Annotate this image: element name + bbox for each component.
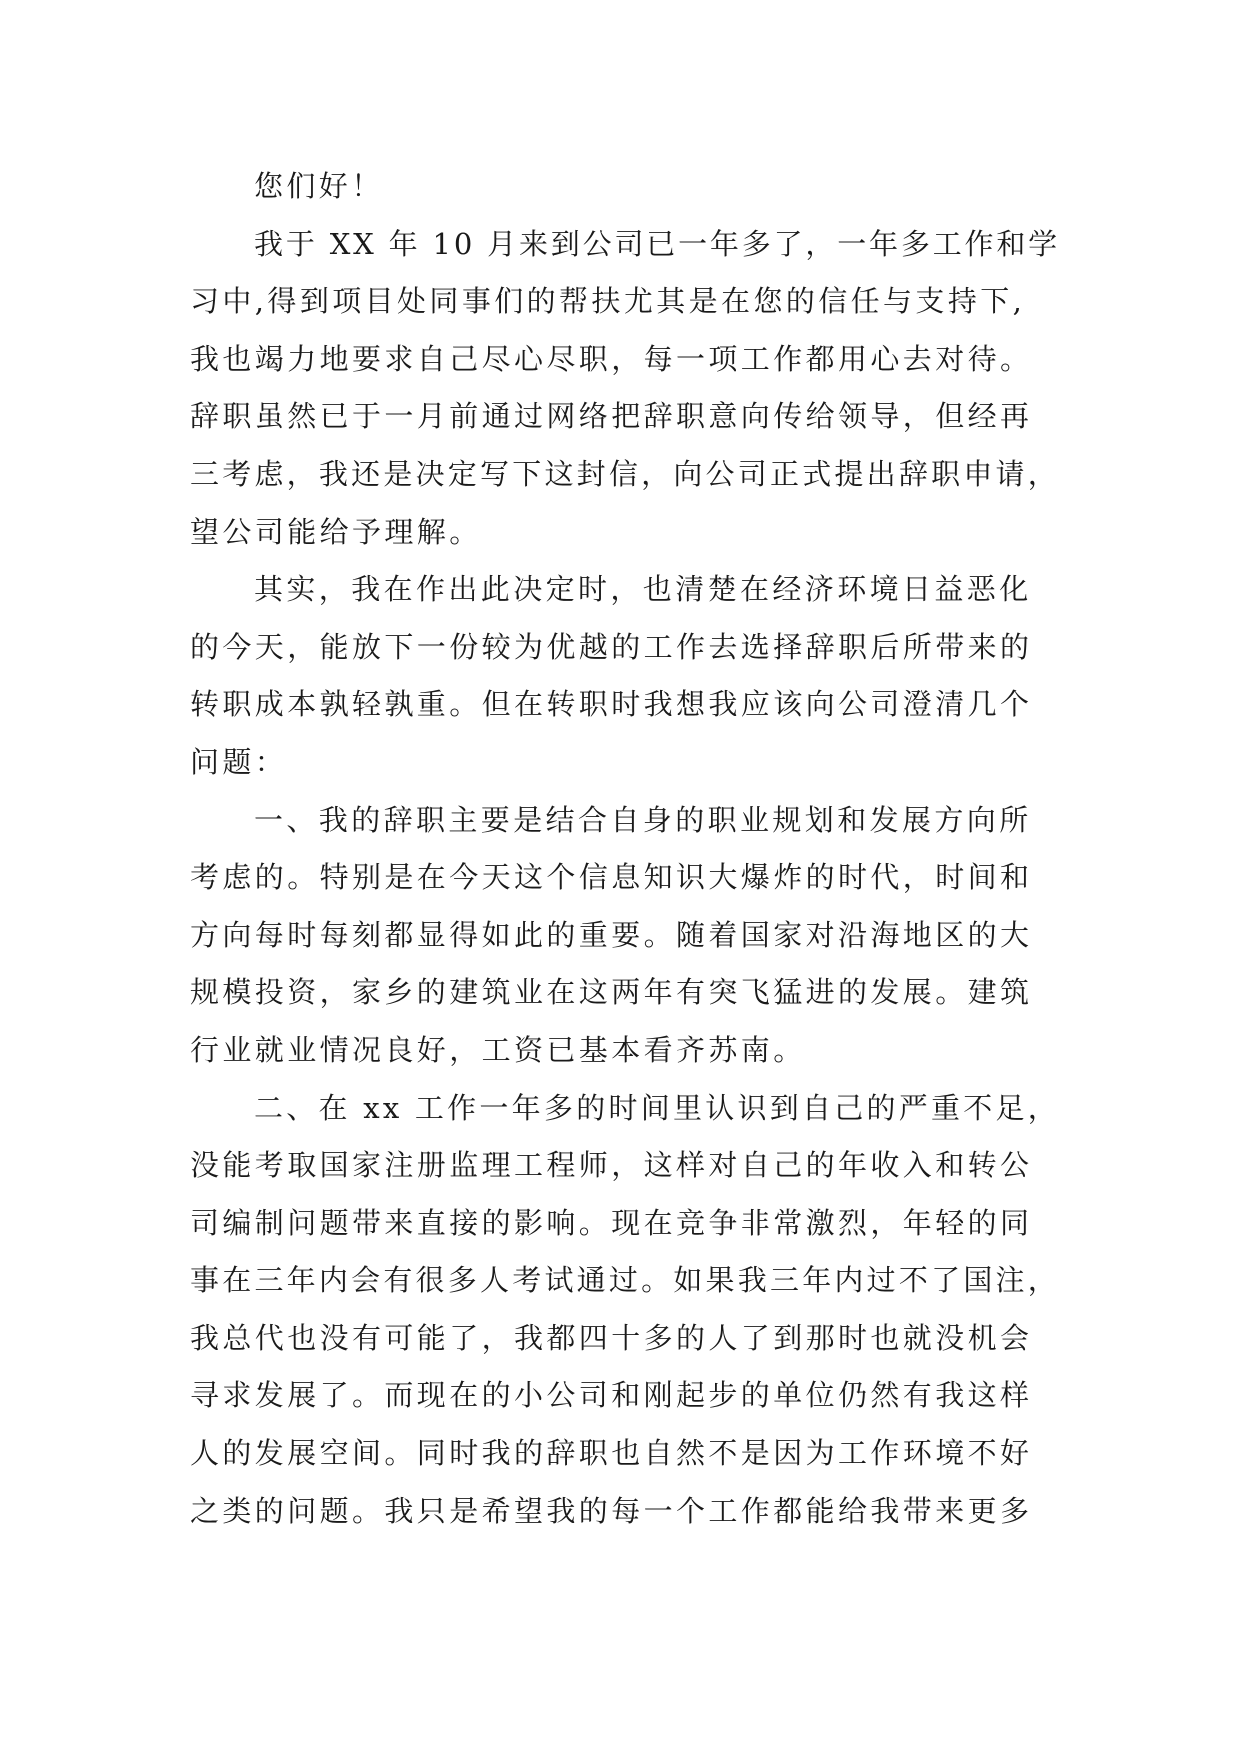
text-line: 的今天，能放下一份较为优越的工作去选择辞职后所带来的 bbox=[190, 629, 1033, 664]
text-line: 司编制问题带来直接的影响。现在竞争非常激烈，年轻的同 bbox=[190, 1205, 1033, 1240]
text-line: 我也竭力地要求自己尽心尽职，每一项工作都用心去对待。 bbox=[190, 341, 1033, 376]
text-line: 三考虑，我还是决定写下这封信，向公司正式提出辞职申请， bbox=[190, 456, 1060, 491]
text-line: 二、在 xx 工作一年多的时间里认识到自己的严重不足， bbox=[254, 1090, 1060, 1125]
text-line: 问题： bbox=[190, 744, 288, 779]
text-line: 望公司能给予理解。 bbox=[190, 514, 482, 549]
text-line: 规模投资，家乡的建筑业在这两年有突飞猛进的发展。建筑 bbox=[190, 975, 1033, 1010]
text-line: 我总代也没有可能了，我都四十多的人了到那时也就没机会 bbox=[190, 1320, 1033, 1355]
text-line: 一、我的辞职主要是结合自身的职业规划和发展方向所 bbox=[254, 802, 1032, 837]
text-line: 寻求发展了。而现在的小公司和刚起步的单位仍然有我这样 bbox=[190, 1378, 1033, 1413]
text-line: 您们好！ bbox=[254, 169, 384, 203]
text-line: 辞职虽然已于一月前通过网络把辞职意向传给领导，但经再 bbox=[190, 399, 1033, 434]
text-line: 之类的问题。我只是希望我的每一个工作都能给我带来更多 bbox=[190, 1493, 1033, 1528]
text-line: 方向每时每刻都显得如此的重要。随着国家对沿海地区的大 bbox=[190, 917, 1033, 952]
letter-body bbox=[190, 158, 1060, 1540]
text-line: 考虑的。特别是在今天这个信息知识大爆炸的时代，时间和 bbox=[190, 860, 1033, 895]
text-line: 习中,得到项目处同事们的帮扶尤其是在您的信任与支持下, bbox=[190, 284, 1026, 319]
text-line: 转职成本孰轻孰重。但在转职时我想我应该向公司澄清几个 bbox=[190, 687, 1033, 722]
text-line: 没能考取国家注册监理工程师，这样对自己的年收入和转公 bbox=[190, 1148, 1033, 1183]
text-line: 我于 XX 年 10 月来到公司已一年多了，一年多工作和学 bbox=[254, 226, 1060, 261]
text-line: 人的发展空间。同时我的辞职也自然不是因为工作环境不好 bbox=[190, 1436, 1033, 1471]
text-line: 事在三年内会有很多人考试通过。如果我三年内过不了国注， bbox=[190, 1263, 1060, 1298]
text-line: 其实，我在作出此决定时，也清楚在经济环境日益恶化 bbox=[254, 572, 1032, 607]
text-line: 行业就业情况良好，工资已基本看齐苏南。 bbox=[190, 1032, 806, 1067]
